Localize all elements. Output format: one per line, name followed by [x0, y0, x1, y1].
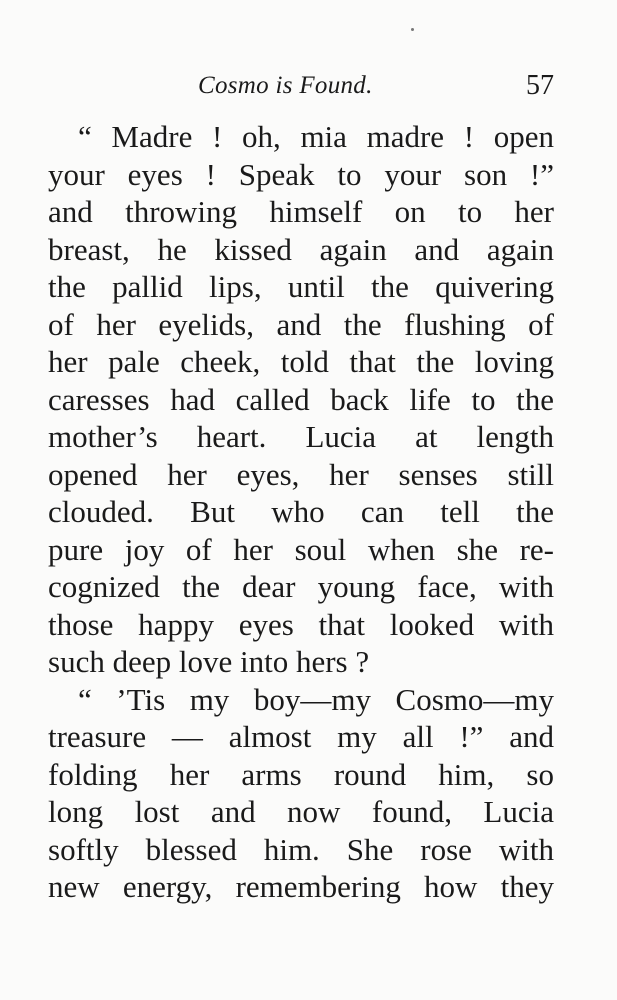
- text-line: pure joy of her soul when she re-: [48, 531, 554, 567]
- text-line: cognized the dear young face, with: [48, 569, 554, 604]
- text-line: those happy eyes that looked with: [48, 606, 554, 642]
- text-line: long lost and now found, Lucia: [48, 794, 554, 829]
- text-line: treasure — almost my all !” and: [48, 719, 554, 754]
- text-line: clouded. But who can tell the: [48, 494, 554, 529]
- text-line: folding her arms round him, so: [48, 756, 554, 792]
- text-line: the pallid lips, until the quivering: [48, 269, 554, 304]
- text-line: new energy, remembering how they: [48, 869, 554, 904]
- text-line: softly blessed him. She rose with: [48, 831, 554, 867]
- text-line: “ ’Tis my boy—my Cosmo—my: [78, 681, 554, 717]
- text-line: such deep love into hers ?: [48, 644, 370, 679]
- text-line: opened her eyes, her senses still: [48, 456, 554, 492]
- running-title: Cosmo is Found.: [198, 72, 373, 99]
- page-number: 57: [526, 70, 554, 101]
- text-line: mother’s heart. Lucia at length: [48, 419, 554, 454]
- body-text: [48, 118, 554, 906]
- text-line: your eyes ! Speak to your son !”: [48, 156, 554, 192]
- text-line: caresses had called back life to the: [48, 381, 554, 417]
- text-line: of her eyelids, and the flushing of: [48, 306, 554, 342]
- text-line: her pale cheek, told that the loving: [48, 344, 554, 379]
- paper-speck: [411, 28, 414, 31]
- text-line: breast, he kissed again and again: [48, 231, 554, 267]
- text-line: and throwing himself on to her: [48, 194, 554, 229]
- page-header: [48, 70, 554, 110]
- text-line: “ Madre ! oh, mia madre ! open: [78, 119, 554, 154]
